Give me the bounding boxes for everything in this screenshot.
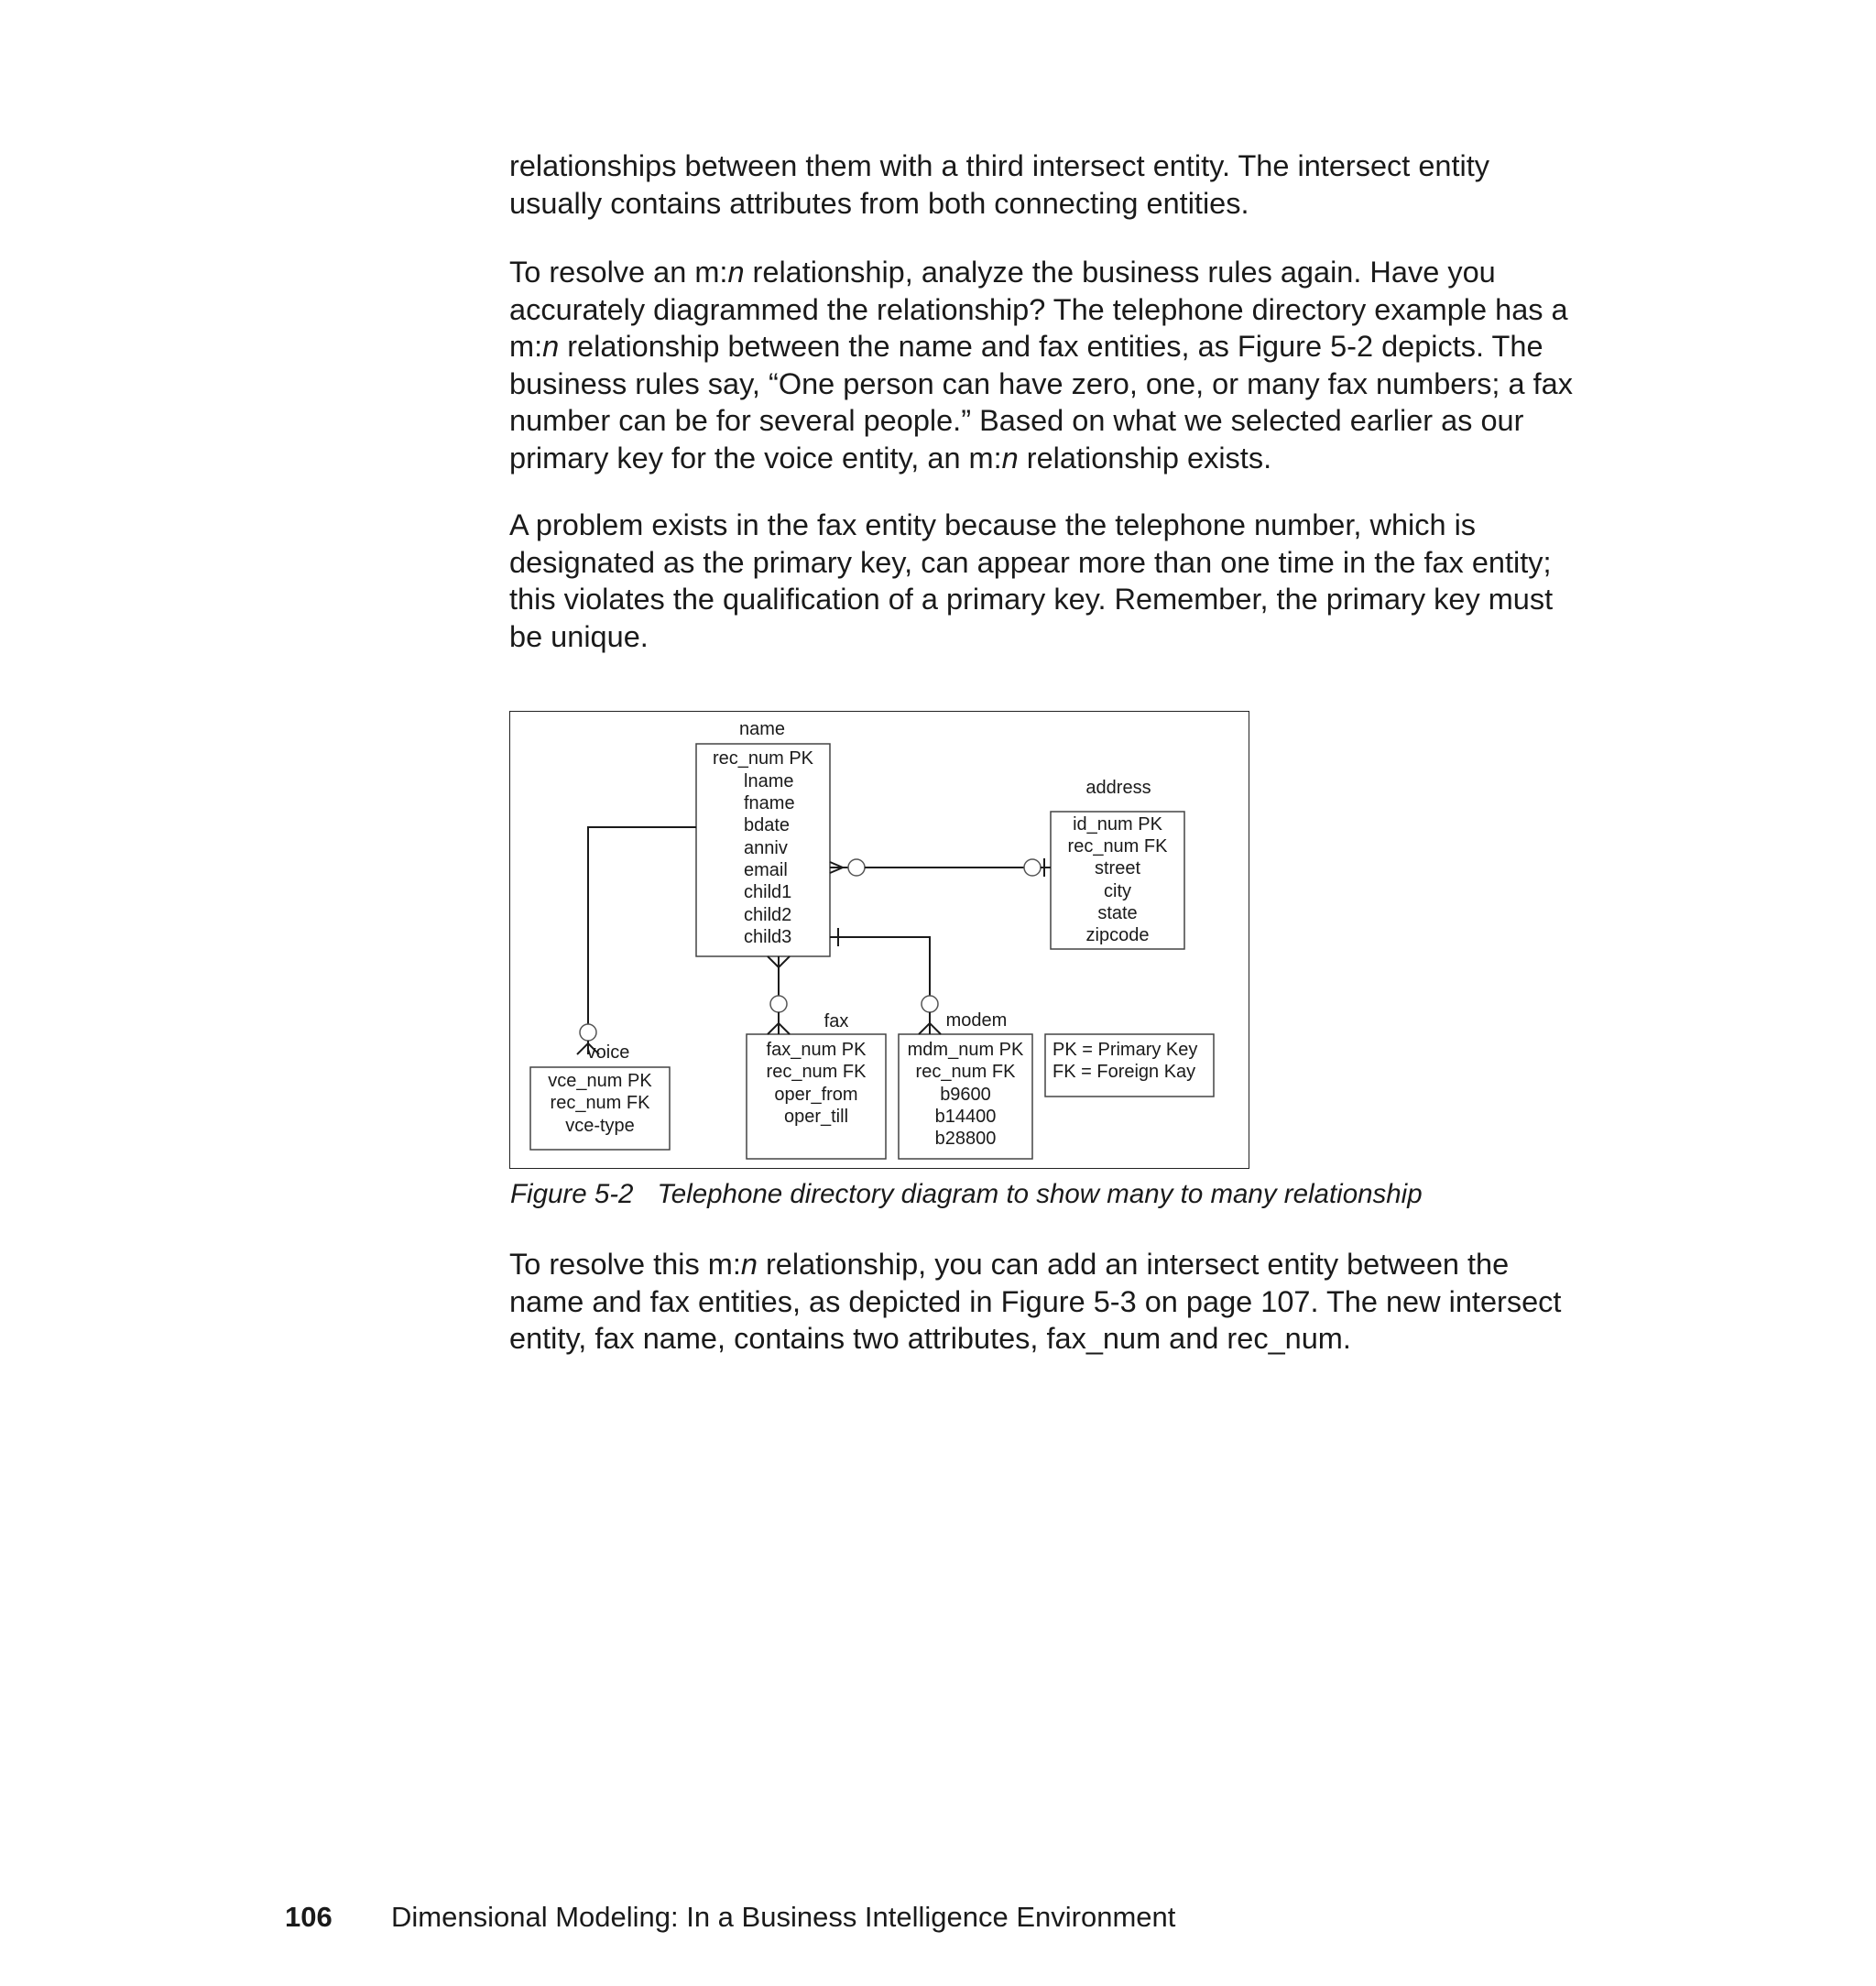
- er-diagram-figure: [509, 711, 1249, 1169]
- text-line: business rules say, “One person can have zero, one, or many fax numbers; a fax: [509, 366, 1573, 400]
- paragraph-intro: [509, 147, 1609, 222]
- entity-attribute: oper_from: [774, 1085, 858, 1105]
- text-line: number can be for several people.” Based on what we selected earlier as our: [509, 404, 1524, 437]
- entity-attribute: rec_num FK: [915, 1062, 1016, 1082]
- text-line: be unique.: [509, 619, 649, 653]
- optional-circle: [922, 996, 938, 1012]
- text-line: m:n relationship between the name and fax entities, as Figure 5-2 depicts. The: [509, 330, 1543, 363]
- entity-attribute: rec_num FK: [766, 1062, 867, 1082]
- optional-circle: [1024, 859, 1041, 876]
- legend-entry: FK = Foreign Kay: [1053, 1062, 1196, 1082]
- entity-attribute: vce-type: [565, 1116, 635, 1136]
- text-line: name and fax entities, as depicted in Figure 5-3 on page 107. The new intersect: [509, 1284, 1562, 1318]
- page-number: 106: [285, 1901, 333, 1933]
- optional-circle: [848, 859, 865, 876]
- paragraph-fax-problem: [509, 507, 1609, 655]
- entity-attribute: street: [1094, 858, 1141, 878]
- text-line: primary key for the voice entity, an m:n relationship exists.: [509, 441, 1272, 475]
- legend: [1045, 1034, 1214, 1097]
- entity-name: [696, 719, 830, 956]
- entity-attribute: b14400: [934, 1107, 997, 1127]
- entity-attribute: zipcode: [1085, 925, 1150, 945]
- entity-attribute: child1: [744, 882, 792, 902]
- entity-title: name: [738, 719, 786, 739]
- relationship-name-voice: [577, 827, 696, 1054]
- entity-title: voice: [586, 1042, 630, 1063]
- paragraph-intersect-entity: [509, 1246, 1609, 1358]
- figure-caption: [510, 1179, 1423, 1210]
- entity-attribute: rec_num FK: [1067, 836, 1168, 857]
- text-line: usually contains attributes from both connecting entities.: [509, 186, 1249, 220]
- entity-address: [1051, 778, 1184, 949]
- entity-title: modem: [945, 1010, 1008, 1031]
- entity-attribute: lname: [744, 771, 794, 791]
- entity-attribute: id_num PK: [1073, 814, 1162, 835]
- entity-attribute: anniv: [744, 838, 788, 858]
- entity-attribute: vce_num PK: [548, 1071, 652, 1091]
- entity-attribute: bdate: [744, 815, 791, 835]
- text-line: this violates the qualification of a primary key. Remember, the primary key must: [509, 583, 1554, 616]
- entity-attribute: rec_num PK: [712, 748, 814, 769]
- entity-modem: [899, 1010, 1032, 1159]
- entity-voice: [530, 1042, 670, 1150]
- entity-attribute: mdm_num PK: [907, 1040, 1024, 1060]
- relationship-name-fax: [768, 956, 790, 1034]
- relationship-name-address: [830, 858, 1051, 877]
- entity-title: fax: [823, 1011, 849, 1031]
- entity-attribute: oper_till: [783, 1107, 849, 1127]
- entity-attribute: city: [1104, 881, 1131, 901]
- text-line: A problem exists in the fax entity because the telephone number, which is: [509, 508, 1477, 541]
- entity-attribute: email: [744, 860, 788, 880]
- entity-attribute: child3: [744, 927, 792, 947]
- er-diagram: [510, 712, 1250, 1170]
- text-line: To resolve an m:n relationship, analyze the business rules again. Have you: [509, 256, 1496, 289]
- paragraph-resolve-mn: [509, 254, 1609, 476]
- entity-attribute: state: [1097, 903, 1138, 923]
- entity-attribute: fname: [744, 793, 795, 813]
- text-line: entity, fax name, contains two attributes, fax_num and rec_num.: [509, 1322, 1351, 1355]
- caption-text: Telephone directory diagram to show many to many relationship: [657, 1179, 1423, 1209]
- entity-attribute: rec_num FK: [550, 1093, 650, 1113]
- text-line: relationships between them with a third intersect entity. The intersect entity: [509, 149, 1490, 182]
- entity-attribute: b28800: [934, 1129, 997, 1149]
- caption-number: Figure 5-2: [510, 1179, 634, 1209]
- text-line: designated as the primary key, can appear more than one time in the fax entity;: [509, 545, 1552, 579]
- running-footer-title: Dimensional Modeling: In a Business Intelligence Environment: [391, 1901, 1176, 1933]
- legend-entry: PK = Primary Key: [1053, 1040, 1198, 1060]
- entity-attribute: b9600: [940, 1085, 991, 1105]
- entity-attribute: child2: [744, 905, 792, 925]
- optional-circle: [770, 996, 787, 1012]
- text-line: accurately diagrammed the relationship? The telephone directory example has a: [509, 292, 1568, 326]
- entity-title: address: [1085, 778, 1151, 798]
- optional-circle: [580, 1024, 596, 1041]
- entity-attribute: fax_num PK: [766, 1040, 867, 1060]
- text-line: To resolve this m:n relationship, you can add an intersect entity between the: [509, 1248, 1510, 1281]
